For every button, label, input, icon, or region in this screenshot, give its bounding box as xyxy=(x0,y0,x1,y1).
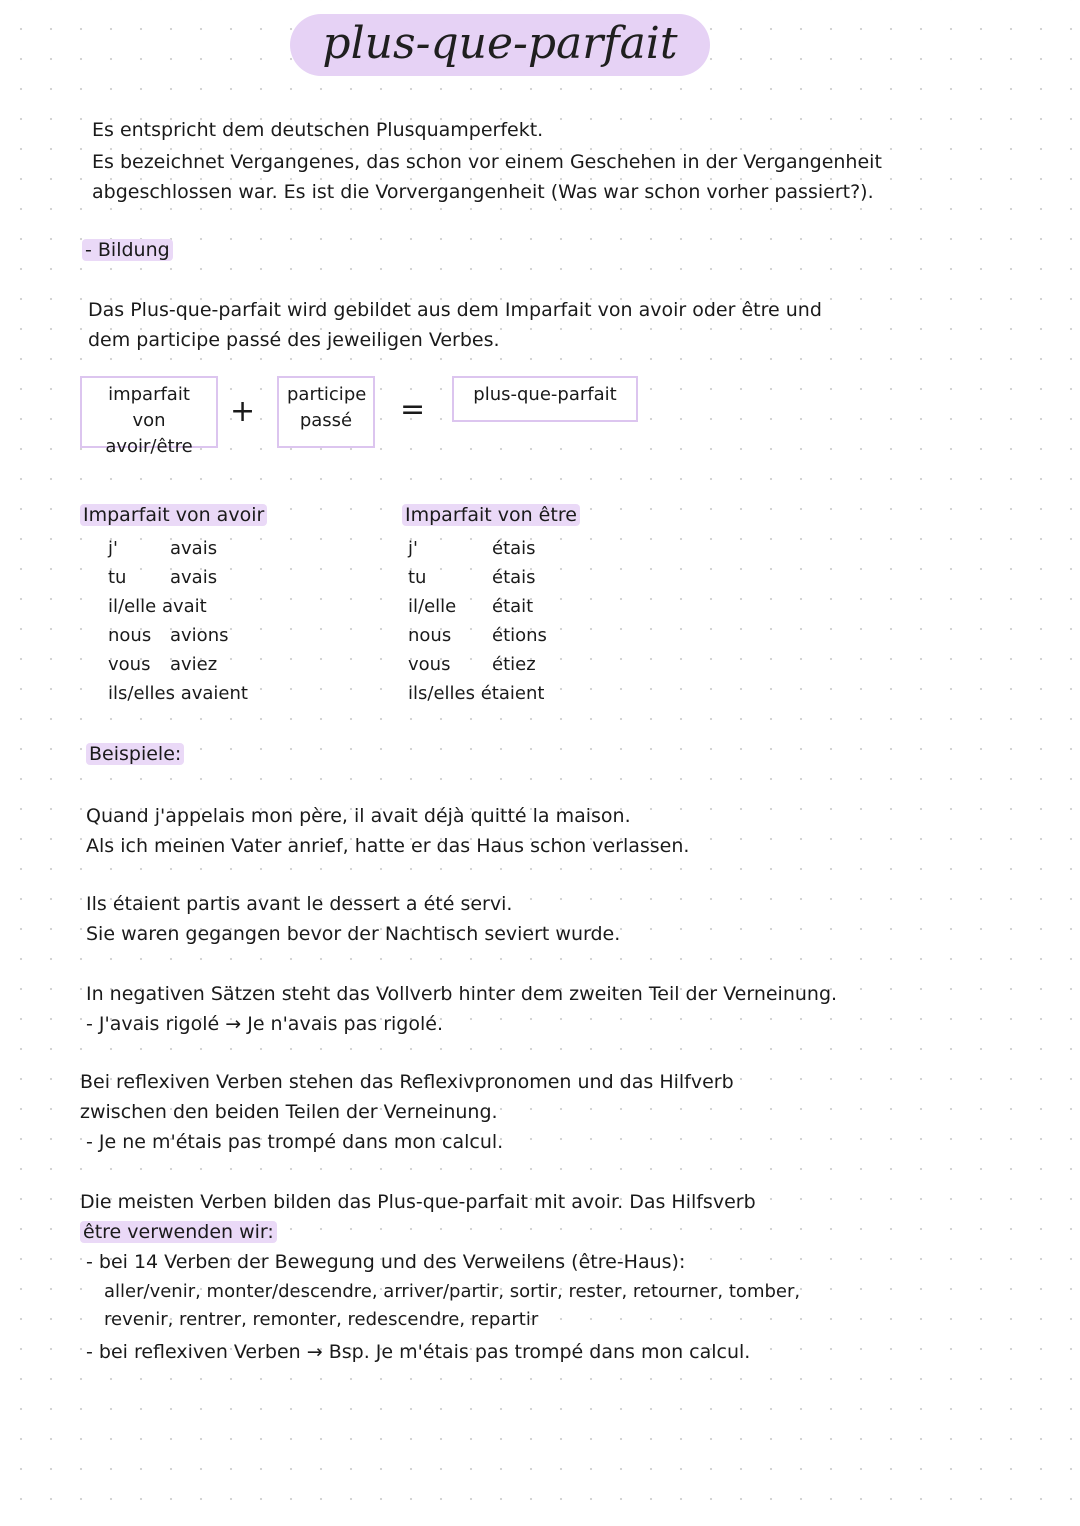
etre-row: j' étais xyxy=(408,538,536,559)
avoir-row: ils/elles avaient xyxy=(108,683,248,704)
intro-line-3: abgeschlossen war. Es ist die Vorvergangenheit (Was war schon vorher passiert?). xyxy=(92,181,874,203)
formula-box-result: plus-que-parfait xyxy=(452,376,638,422)
etre-heading: Imparfait von être xyxy=(402,504,580,526)
usage-line-3: - bei 14 Verben der Bewegung und des Verweilens (être-Haus): xyxy=(86,1251,686,1273)
avoir-row: tu avais xyxy=(108,567,218,588)
formula-box-imparfait: imparfait von avoir/être xyxy=(80,376,218,448)
avoir-conjugation xyxy=(108,534,248,708)
etre-conjugation xyxy=(408,534,547,708)
usage-line-1: Die meisten Verben bilden das Plus-que-parfait mit avoir. Das Hilfsverb xyxy=(80,1191,756,1213)
avoir-row: il/elle avait xyxy=(108,596,207,617)
equals-sign: = xyxy=(400,392,426,427)
etre-row: nous étions xyxy=(408,625,547,646)
bildung-heading: - Bildung xyxy=(82,236,173,264)
negation-example: - J'avais rigolé → Je n'avais pas rigolé. xyxy=(86,1013,443,1035)
etre-row: vous étiez xyxy=(408,654,536,675)
bildung-line-1: Das Plus-que-parfait wird gebildet aus dem Imparfait von avoir oder être und xyxy=(88,299,822,321)
example-1-de: Als ich meinen Vater anrief, hatte er das Haus schon verlassen. xyxy=(86,835,690,857)
usage-verbs-1: aller/venir, monter/descendre, arriver/partir, sortir, rester, retourner, tomber, xyxy=(104,1281,801,1302)
usage-verbs-2: revenir, rentrer, remonter, redescendre, repartir xyxy=(104,1309,539,1330)
reflexive-line-1: Bei reflexiven Verben stehen das Reflexivpronomen und das Hilfverb xyxy=(80,1071,734,1093)
title-highlight xyxy=(290,14,710,76)
avoir-heading: Imparfait von avoir xyxy=(80,504,267,526)
etre-row: ils/elles étaient xyxy=(408,683,545,704)
bildung-line-2: dem participe passé des jeweiligen Verbes. xyxy=(88,329,500,351)
usage-line-2: être verwenden wir: xyxy=(80,1218,277,1246)
example-2-de: Sie waren gegangen bevor der Nachtisch seviert wurde. xyxy=(86,923,621,945)
formula-box-participe: participe passé xyxy=(277,376,375,448)
reflexive-example: - Je ne m'étais pas trompé dans mon calcul. xyxy=(86,1131,504,1153)
avoir-row: vous aviez xyxy=(108,654,218,675)
etre-row: il/elle était xyxy=(408,596,534,617)
negation-rule: In negativen Sätzen steht das Vollverb hinter dem zweiten Teil der Verneinung. xyxy=(86,983,838,1005)
reflexive-line-2: zwischen den beiden Teilen der Verneinung. xyxy=(80,1101,498,1123)
plus-sign: + xyxy=(230,394,256,429)
intro-line-1: Es entspricht dem deutschen Plusquamperfekt. xyxy=(92,119,544,141)
beispiele-heading: Beispiele: xyxy=(86,740,184,768)
avoir-row: nous avions xyxy=(108,625,229,646)
avoir-row: j' avais xyxy=(108,538,218,559)
example-2-fr: Ils étaient partis avant le dessert a été servi. xyxy=(86,893,513,915)
etre-row: tu étais xyxy=(408,567,536,588)
intro-line-2: Es bezeichnet Vergangenes, das schon vor einem Geschehen in der Vergangenheit xyxy=(92,151,882,173)
usage-line-6: - bei reflexiven Verben → Bsp. Je m'étais pas trompé dans mon calcul. xyxy=(86,1341,751,1363)
example-1-fr: Quand j'appelais mon père, il avait déjà quitté la maison. xyxy=(86,805,631,827)
page-title: plus-que-parfait xyxy=(322,18,678,69)
